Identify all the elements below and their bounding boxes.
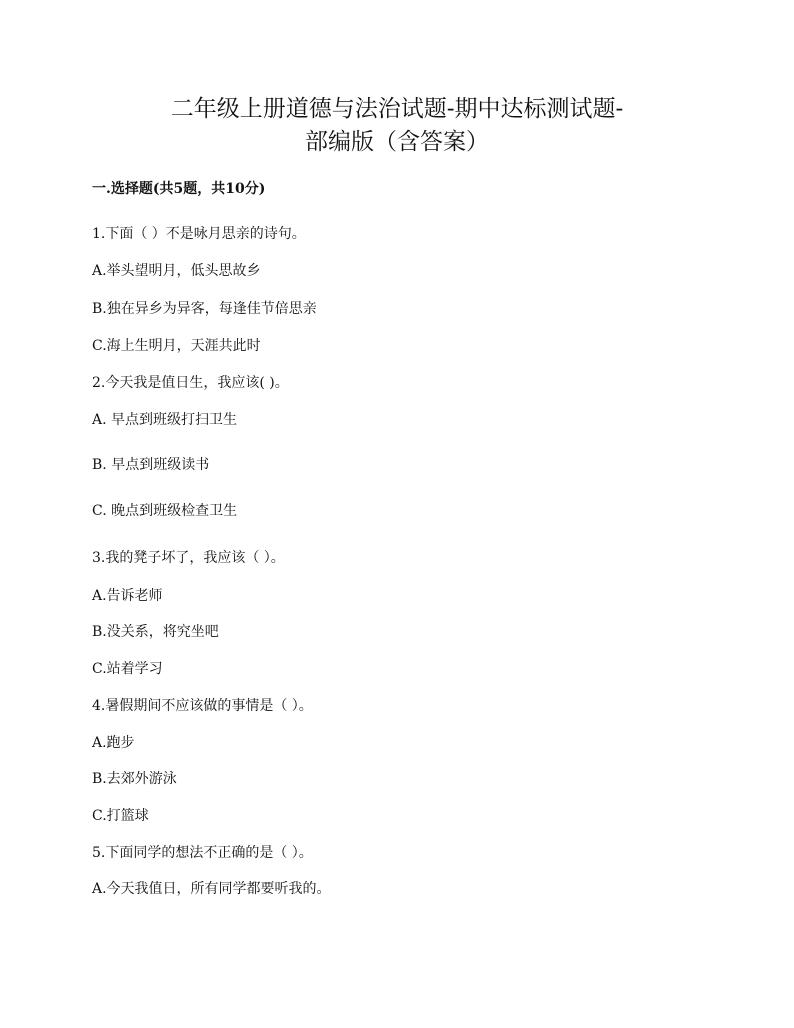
question-3-stem: 3.我的凳子坏了，我应该（ ）。	[92, 550, 285, 566]
question-2-option-a: A. 早点到班级打扫卫生	[92, 412, 238, 428]
question-2-stem: 2.今天我是值日生，我应该( )。	[92, 375, 289, 391]
question-4-option-c: C.打篮球	[92, 808, 149, 824]
question-2-option-c: C. 晚点到班级检查卫生	[92, 503, 238, 519]
question-1-option-a: A.举头望明月，低头思故乡	[92, 263, 261, 279]
question-1-stem: 1.下面（ ）不是咏月思亲的诗句。	[92, 226, 306, 242]
question-5-option-a: A.今天我值日，所有同学都要听我的。	[92, 881, 331, 897]
document-title-line-1: 二年级上册道德与法治试题-期中达标测试题-	[170, 96, 624, 122]
question-1-option-b: B.独在异乡为异客，每逢佳节倍思亲	[92, 301, 317, 317]
question-4-stem: 4.暑假期间不应该做的事情是（ ）。	[92, 698, 313, 714]
question-5-stem: 5.下面同学的想法不正确的是（ ）。	[92, 845, 313, 861]
question-3-option-a: A.告诉老师	[92, 588, 163, 604]
document-title-line-2: 部编版（含答案）	[305, 129, 489, 155]
question-1-option-c: C.海上生明月，天涯共此时	[92, 338, 261, 354]
question-4-option-a: A.跑步	[92, 735, 135, 751]
section-heading: 一.选择题(共5题，共10分)	[92, 181, 266, 197]
question-4-option-b: B.去郊外游泳	[92, 771, 177, 787]
question-3-option-c: C.站着学习	[92, 661, 163, 677]
question-3-option-b: B.没关系，将究坐吧	[92, 624, 219, 640]
question-2-option-b: B. 早点到班级读书	[92, 457, 210, 473]
